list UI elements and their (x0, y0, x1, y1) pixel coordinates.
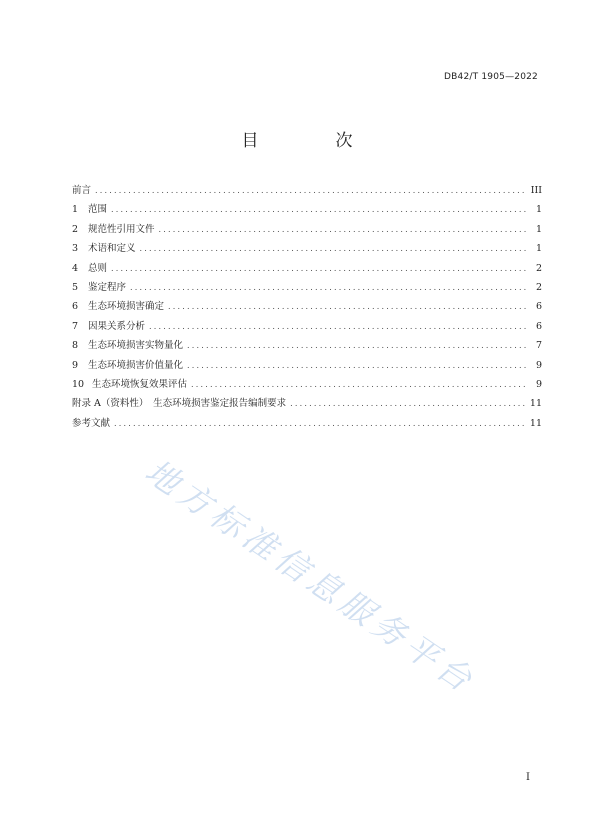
toc-entry-10[interactable] (72, 375, 542, 394)
toc-entry-number: 10 (72, 378, 85, 390)
toc-leader-dots (191, 375, 528, 394)
toc-entry-8[interactable] (72, 336, 542, 355)
toc-entry-page: 6 (535, 301, 542, 313)
toc-leader-dots (149, 317, 528, 336)
toc-entry-page: 9 (535, 378, 542, 390)
toc-entry-number: 2 (72, 223, 79, 235)
toc-leader-dots (140, 239, 528, 258)
toc-entry-number: 8 (72, 340, 79, 352)
toc-entry-6[interactable] (72, 297, 542, 316)
table-of-contents (72, 181, 542, 433)
toc-entry-foreword[interactable] (72, 181, 542, 200)
toc-leader-dots (187, 336, 528, 355)
toc-entry-page: 6 (535, 320, 542, 332)
toc-entry-page: 1 (535, 204, 542, 216)
toc-entry-label: 范围 (88, 204, 108, 216)
toc-leader-dots (290, 394, 526, 413)
page-title: 目 次 (241, 131, 383, 151)
toc-entry-5[interactable] (72, 278, 542, 297)
toc-entry-page: 9 (535, 359, 542, 371)
toc-entry-1[interactable] (72, 200, 542, 219)
toc-entry-page: 11 (529, 398, 542, 410)
toc-entry-page: 11 (529, 417, 542, 429)
toc-entry-page: 2 (535, 281, 542, 293)
toc-entry-3[interactable] (72, 239, 542, 258)
toc-leader-dots (159, 220, 528, 239)
toc-entry-label: 附录 A（资料性） 生态环境损害鉴定报告编制要求 (72, 398, 287, 410)
toc-entry-number: 1 (72, 204, 79, 216)
watermark: 地方标准信息服务平台 (138, 451, 484, 702)
toc-entry-number: 4 (72, 262, 79, 274)
toc-entry-appendix-a[interactable] (72, 394, 542, 413)
toc-entry-page: 1 (535, 243, 542, 255)
toc-leader-dots (187, 356, 528, 375)
toc-entry-number: 7 (72, 320, 79, 332)
toc-entry-label: 规范性引用文件 (88, 223, 155, 235)
toc-entry-page: III (530, 185, 542, 196)
toc-entry-references[interactable] (72, 414, 542, 433)
toc-leader-dots (130, 278, 528, 297)
toc-leader-dots (111, 259, 528, 278)
toc-entry-page: 1 (535, 223, 542, 235)
toc-entry-label: 术语和定义 (88, 243, 136, 255)
toc-entry-label: 参考文献 (72, 417, 111, 429)
toc-entry-label: 生态环境损害确定 (88, 301, 165, 313)
toc-entry-number: 3 (72, 243, 79, 255)
toc-entry-4[interactable] (72, 259, 542, 278)
toc-entry-number: 5 (72, 281, 79, 293)
toc-entry-page: 7 (535, 340, 542, 352)
toc-entry-7[interactable] (72, 317, 542, 336)
toc-leader-dots (114, 414, 526, 433)
toc-entry-label: 前言 (72, 185, 92, 196)
toc-entry-page: 2 (535, 262, 542, 274)
page-number: I (526, 772, 530, 783)
toc-entry-label: 生态环境损害实物量化 (88, 340, 184, 352)
toc-entry-label: 鉴定程序 (88, 281, 127, 293)
document-id: DB42/T 1905—2022 (444, 72, 538, 82)
toc-entry-9[interactable] (72, 356, 542, 375)
toc-entry-label: 因果关系分析 (88, 320, 146, 332)
toc-entry-2[interactable] (72, 220, 542, 239)
toc-entry-label: 生态环境损害价值量化 (88, 359, 184, 371)
toc-leader-dots (111, 200, 528, 219)
toc-entry-label: 总则 (88, 262, 108, 274)
toc-leader-dots (95, 181, 527, 200)
toc-entry-number: 9 (72, 359, 79, 371)
toc-entry-label: 生态环境恢复效果评估 (92, 378, 188, 390)
toc-leader-dots (168, 297, 528, 316)
toc-entry-number: 6 (72, 301, 79, 313)
